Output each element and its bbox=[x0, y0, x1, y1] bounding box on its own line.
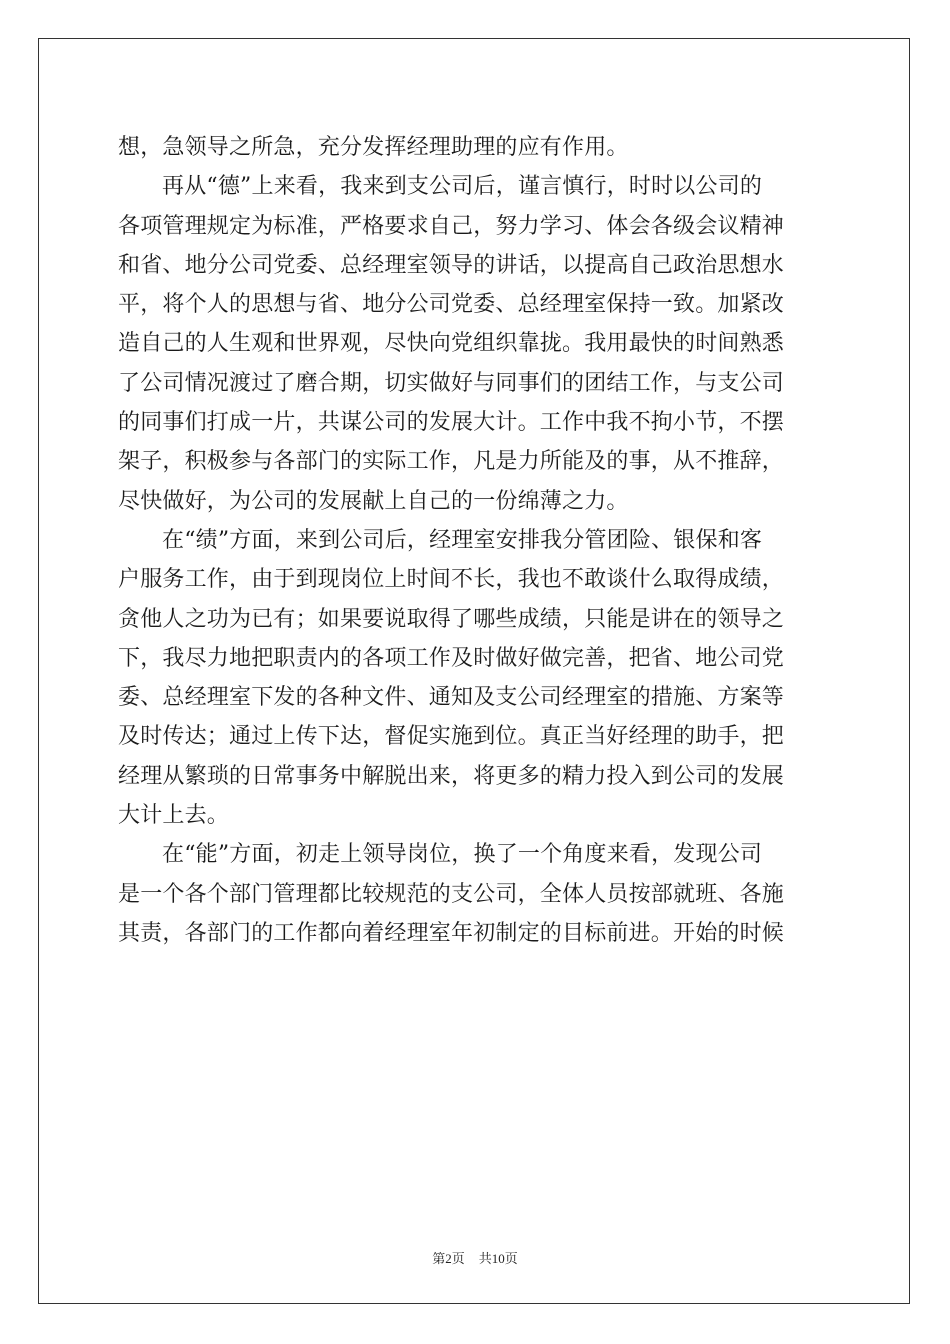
text-line: 经理从繁琐的日常事务中解脱出来，将更多的精力投入到公司的发展 bbox=[118, 763, 785, 789]
text-line: 贪他人之功为已有；如果要说取得了哪些成绩，只能是讲在的领导之 bbox=[118, 606, 785, 632]
page-footer bbox=[0, 1248, 950, 1267]
text-line: 和省、地分公司党委、总经理室领导的讲话，以提高自己政治思想水 bbox=[118, 252, 785, 278]
text-line: 尽快做好，为公司的发展献上自己的一份绵薄之力。 bbox=[118, 488, 629, 514]
text-line: 是一个各个部门管理都比较规范的支公司，全体人员按部就班、各施 bbox=[118, 881, 785, 907]
text-line: 下，我尽力地把职责内的各项工作及时做好做完善，把省、地公司党 bbox=[118, 645, 785, 671]
text-line: 了公司情况渡过了磨合期，切实做好与同事们的团结工作，与支公司 bbox=[118, 370, 785, 396]
text-line: 造自己的人生观和世界观，尽快向党组织靠拢。我用最快的时间熟悉 bbox=[118, 331, 785, 357]
text-line: 架子，积极参与各部门的实际工作，凡是力所能及的事，从不推辞， bbox=[118, 449, 785, 475]
text-line: 在“能”方面，初走上领导岗位，换了一个角度来看，发现公司 bbox=[162, 842, 763, 868]
page-number: 第2页 bbox=[432, 1251, 465, 1266]
text-line: 及时传达；通过上传下达，督促实施到位。真正当好经理的助手，把 bbox=[118, 724, 785, 750]
text-line: 委、总经理室下发的各种文件、通知及支公司经理室的措施、方案等 bbox=[118, 685, 785, 711]
text-line: 再从“德”上来看，我来到支公司后，谨言慎行，时时以公司的 bbox=[162, 174, 763, 200]
text-line: 其责，各部门的工作都向着经理室年初制定的目标前进。开始的时候 bbox=[118, 920, 785, 946]
text-line: 各项管理规定为标准，严格要求自己，努力学习、体会各级会议精神 bbox=[118, 213, 785, 239]
text-line: 想，急领导之所急，充分发挥经理助理的应有作用。 bbox=[118, 135, 629, 160]
text-line: 户服务工作，由于到现岗位上时间不长，我也不敢谈什么取得成绩， bbox=[118, 567, 785, 593]
text-line: 平，将个人的思想与省、地分公司党委、总经理室保持一致。加紧改 bbox=[118, 292, 785, 318]
text-line: 的同事们打成一片，共谋公司的发展大计。工作中我不拘小节，不摆 bbox=[118, 410, 785, 436]
document-body bbox=[118, 128, 834, 953]
text-line: 在“绩”方面，来到公司后，经理室安排我分管团险、银保和客 bbox=[162, 527, 763, 553]
page-total: 共10页 bbox=[478, 1251, 518, 1266]
text-line: 大计上去。 bbox=[118, 803, 230, 829]
